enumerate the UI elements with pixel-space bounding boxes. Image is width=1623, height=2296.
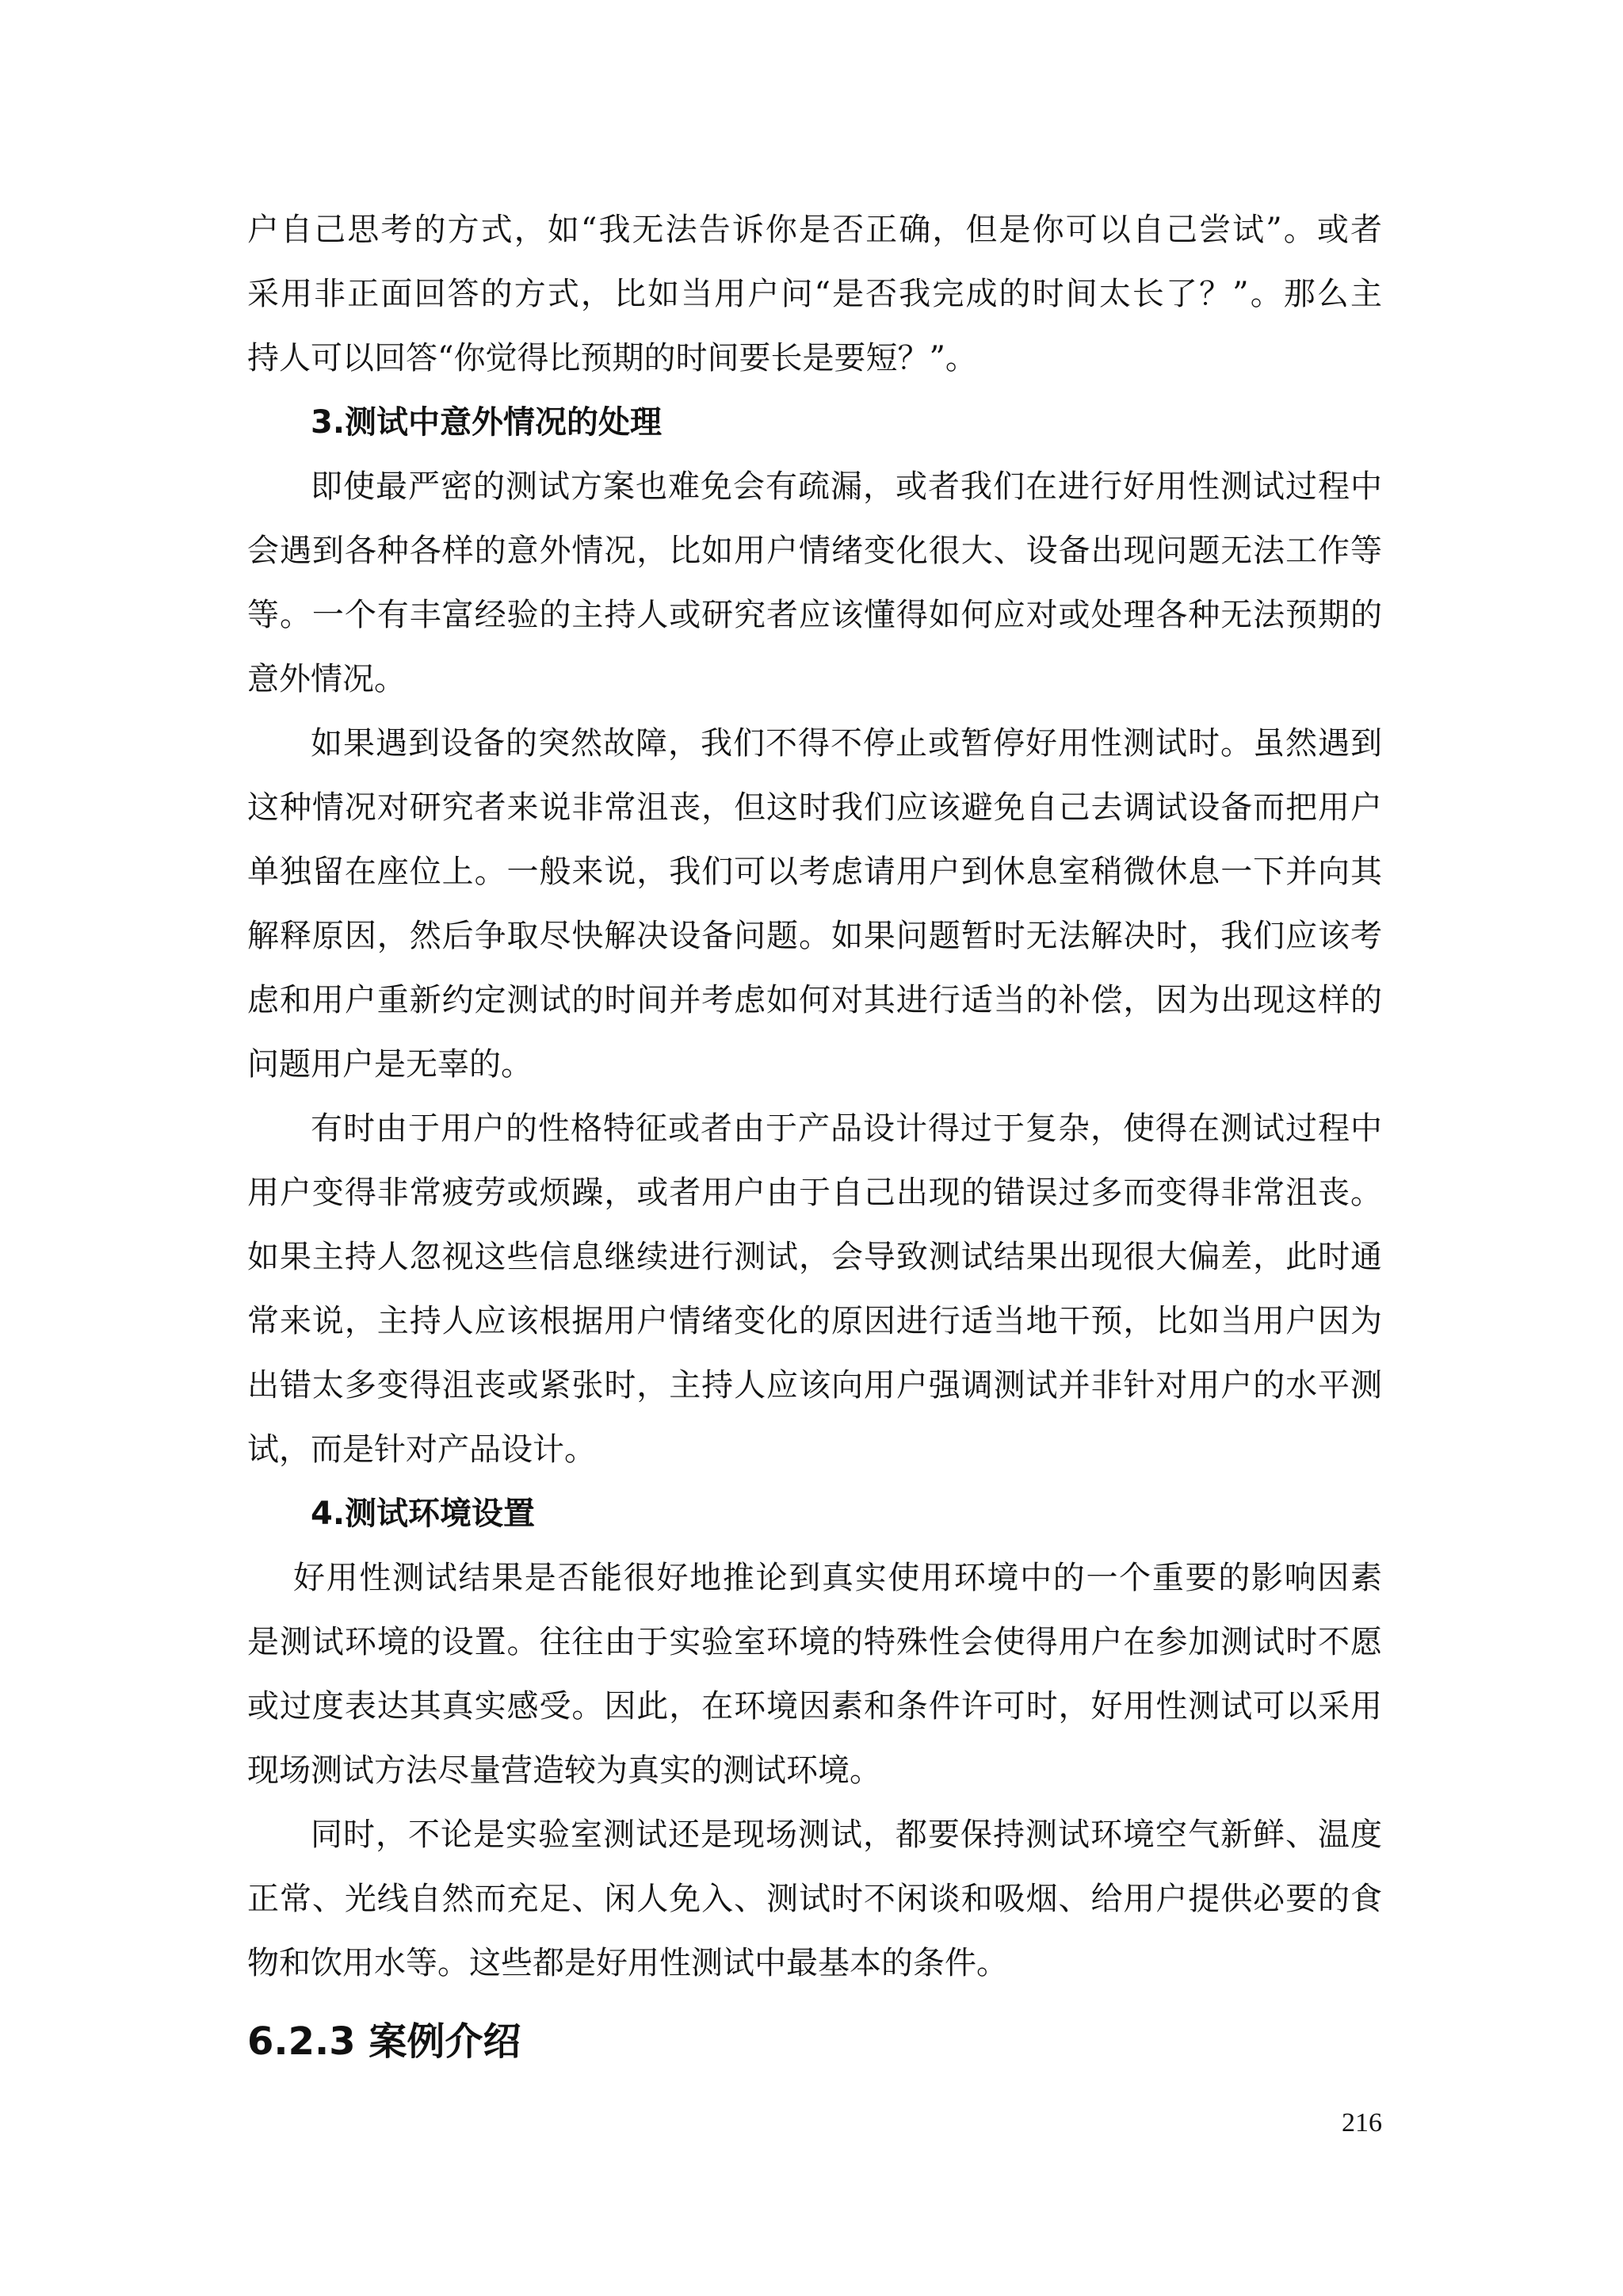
paragraph-equipment-failure — [247, 712, 1382, 1097]
paragraph-environment-setup — [247, 1546, 1382, 1803]
text-line: 持人可以回答“你觉得比预期的时间要长是要短？”。 — [247, 340, 977, 376]
text-line: 出错太多变得沮丧或紧张时，主持人应该向用户强调测试并非针对用户的水平测 — [247, 1367, 1382, 1404]
text-line: 单独留在座位上。一般来说，我们可以考虑请用户到休息室稍微休息一下并向其 — [247, 854, 1382, 890]
paragraph-unexpected-intro — [247, 455, 1382, 712]
text-line: 试，而是针对产品设计。 — [247, 1431, 596, 1468]
text-line: 如果遇到设备的突然故障，我们不得不停止或暂停好用性测试时。虽然遇到 — [311, 725, 1382, 762]
section-title-case-study: 6.2.3 案例介绍 — [247, 2019, 521, 2064]
text-line: 好用性测试结果是否能很好地推论到真实使用环境中的一个重要的影响因素 — [293, 1560, 1382, 1596]
document-body — [247, 198, 1382, 2081]
text-line: 现场测试方法尽量营造较为真实的测试环境。 — [247, 1752, 881, 1789]
text-line: 虑和用户重新约定测试的时间并考虑如何对其进行适当的补偿，因为出现这样的 — [247, 982, 1382, 1018]
text-line: 这种情况对研究者来说非常沮丧，但这时我们应该避免自己去调试设备而把用户 — [247, 789, 1382, 826]
text-line: 意外情况。 — [247, 661, 406, 697]
page-number: 216 — [1342, 2108, 1382, 2137]
subheading-unexpected-situations: 3.测试中意外情况的处理 — [311, 404, 663, 441]
text-line: 是测试环境的设置。往往由于实验室环境的特殊性会使得用户在参加测试时不愿 — [247, 1624, 1382, 1660]
text-line: 问题用户是无辜的。 — [247, 1046, 533, 1083]
text-line: 如果主持人忽视这些信息继续进行测试，会导致测试结果出现很大偏差，此时通 — [247, 1239, 1382, 1275]
paragraph-user-emotion — [247, 1097, 1382, 1482]
text-line: 解释原因，然后争取尽快解决设备问题。如果问题暂时无法解决时，我们应该考 — [247, 918, 1382, 954]
text-line: 同时，不论是实验室测试还是现场测试，都要保持测试环境空气新鲜、温度 — [311, 1817, 1382, 1853]
text-line: 即使最严密的测试方案也难免会有疏漏，或者我们在进行好用性测试过程中 — [311, 468, 1382, 505]
text-line: 户自己思考的方式，如“我无法告诉你是否正确，但是你可以自己尝试”。或者 — [247, 212, 1382, 248]
text-line: 等。一个有丰富经验的主持人或研究者应该懂得如何应对或处理各种无法预期的 — [247, 597, 1382, 633]
text-line: 采用非正面回答的方式，比如当用户问“是否我完成的时间太长了？”。那么主 — [247, 276, 1382, 312]
text-line: 有时由于用户的性格特征或者由于产品设计得过于复杂，使得在测试过程中 — [311, 1110, 1382, 1147]
text-line: 常来说，主持人应该根据用户情绪变化的原因进行适当地干预，比如当用户因为 — [247, 1303, 1382, 1339]
text-line: 正常、光线自然而充足、闲人免入、测试时不闲谈和吸烟、给用户提供必要的食 — [247, 1881, 1382, 1917]
paragraph-basic-conditions — [247, 1803, 1382, 1996]
paragraph-continuation — [247, 198, 1382, 391]
text-line: 用户变得非常疲劳或烦躁，或者用户由于自己出现的错误过多而变得非常沮丧。 — [247, 1175, 1382, 1211]
subheading-test-environment: 4.测试环境设置 — [311, 1496, 536, 1532]
text-line: 会遇到各种各样的意外情况，比如用户情绪变化很大、设备出现问题无法工作等 — [247, 533, 1382, 569]
text-line: 或过度表达其真实感受。因此，在环境因素和条件许可时，好用性测试可以采用 — [247, 1688, 1382, 1725]
text-line: 物和饮用水等。这些都是好用性测试中最基本的条件。 — [247, 1945, 1008, 1981]
